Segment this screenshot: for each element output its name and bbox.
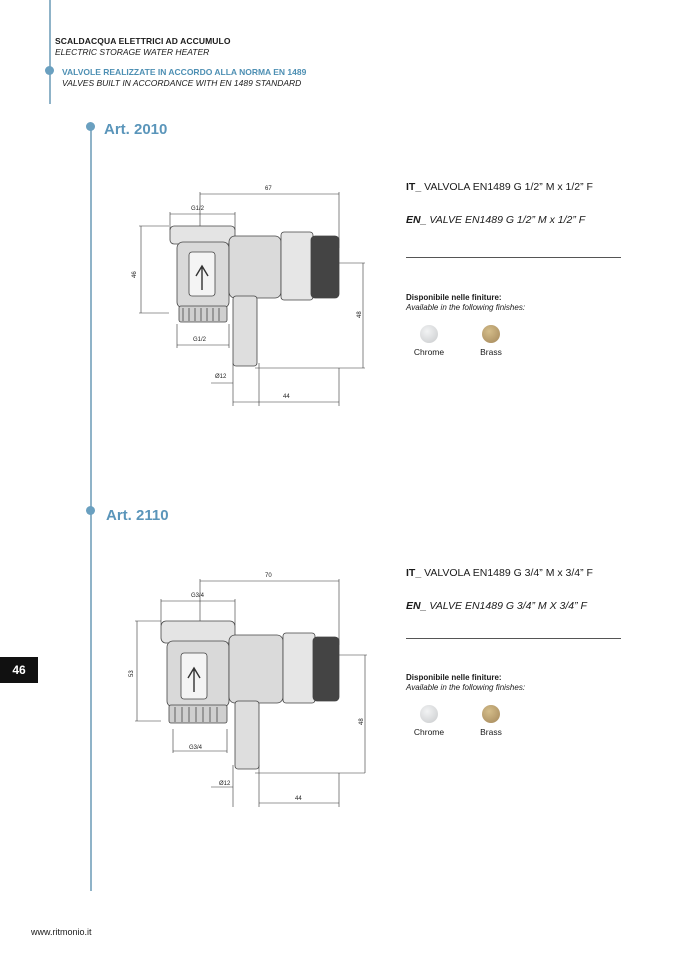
product-1-dim-height-left: 46: [132, 271, 138, 278]
product-2-swatch-chrome: [420, 705, 438, 723]
product-1-bullet-dot: [86, 122, 95, 131]
product-2-divider: [406, 638, 621, 639]
product-1-swatch-chrome: [420, 325, 438, 343]
product-2-swatch-brass: [482, 705, 500, 723]
product-1-en-text: VALVE EN1489 G 1/2” M x 1/2” F: [429, 214, 586, 226]
product-2-dim-thread-bottom: G3/4: [189, 745, 203, 751]
product-2-dim-top: 70: [265, 573, 272, 579]
product-1-dim-top: 67: [265, 186, 272, 192]
product-1-it-text: VALVOLA EN1489 G 1/2” M x 1/2” F: [424, 181, 593, 193]
category-title-en: ELECTRIC STORAGE WATER HEATER: [55, 47, 210, 57]
header-vertical-line: [49, 0, 51, 104]
header-bullet-dot: [45, 66, 54, 75]
product-2-bullet-dot: [86, 506, 95, 515]
product-1-finish-brass-label: Brass: [480, 347, 502, 357]
product-1-it-prefix: IT_: [406, 181, 422, 193]
product-1-dim-thread-top: G1/2: [191, 206, 205, 212]
product-1-dim-diameter: Ø12: [215, 374, 227, 380]
product-1-divider: [406, 257, 621, 258]
norm-title-en: VALVES BUILT IN ACCORDANCE WITH EN 1489 STANDARD: [62, 78, 302, 88]
product-2-finishes-title: Disponibile nelle finiture:: [406, 673, 502, 682]
norm-title-it: VALVOLE REALIZZATE IN ACCORDO ALLA NORMA EN 1489: [62, 67, 307, 77]
product-1-finishes-title: Disponibile nelle finiture:: [406, 293, 502, 302]
product-1-desc-it: [406, 181, 593, 193]
product-2-en-prefix: EN_: [406, 600, 427, 612]
footer-website-link[interactable]: www.ritmonio.it: [31, 927, 92, 937]
product-1-title: Art. 2010: [104, 121, 168, 138]
product-1-en-prefix: EN_: [406, 214, 427, 226]
product-2-dim-height-right: 48: [359, 718, 365, 725]
product-2-desc-en: [406, 600, 587, 612]
product-2-desc-it: [406, 567, 593, 579]
product-2-it-text: VALVOLA EN1489 G 3/4” M x 3/4” F: [424, 567, 593, 579]
product-1-dim-thread-bottom: G1/2: [193, 337, 207, 343]
product-2-dim-height-left: 53: [129, 670, 135, 677]
product-1-desc-en: [406, 214, 585, 226]
product-2-finish-brass-label: Brass: [480, 727, 502, 737]
product-1-dim-bottom: 44: [283, 394, 290, 400]
category-title-it: SCALDACQUA ELETTRICI AD ACCUMULO: [55, 36, 231, 46]
product-2-finishes-subtitle: Available in the following finishes:: [406, 683, 526, 692]
product-1-swatch-brass: [482, 325, 500, 343]
page-number-badge: 46: [0, 657, 38, 683]
product-2-title: Art. 2110: [106, 507, 169, 524]
product-2-dim-bottom: 44: [295, 796, 302, 802]
product-2-dim-diameter: Ø12: [219, 781, 231, 787]
product-1-finish-chrome-label: Chrome: [413, 347, 445, 357]
product-1-technical-drawing: [125, 178, 375, 408]
product-2-finish-chrome-label: Chrome: [413, 727, 445, 737]
product-2-en-text: VALVE EN1489 G 3/4” M X 3/4” F: [429, 600, 587, 612]
product-2-it-prefix: IT_: [406, 567, 422, 579]
product-2-technical-drawing: [125, 565, 375, 810]
product-1-finishes-subtitle: Available in the following finishes:: [406, 303, 526, 312]
product-1-dim-height-right: 48: [357, 311, 363, 318]
product-2-dim-thread-top: G3/4: [191, 593, 205, 599]
